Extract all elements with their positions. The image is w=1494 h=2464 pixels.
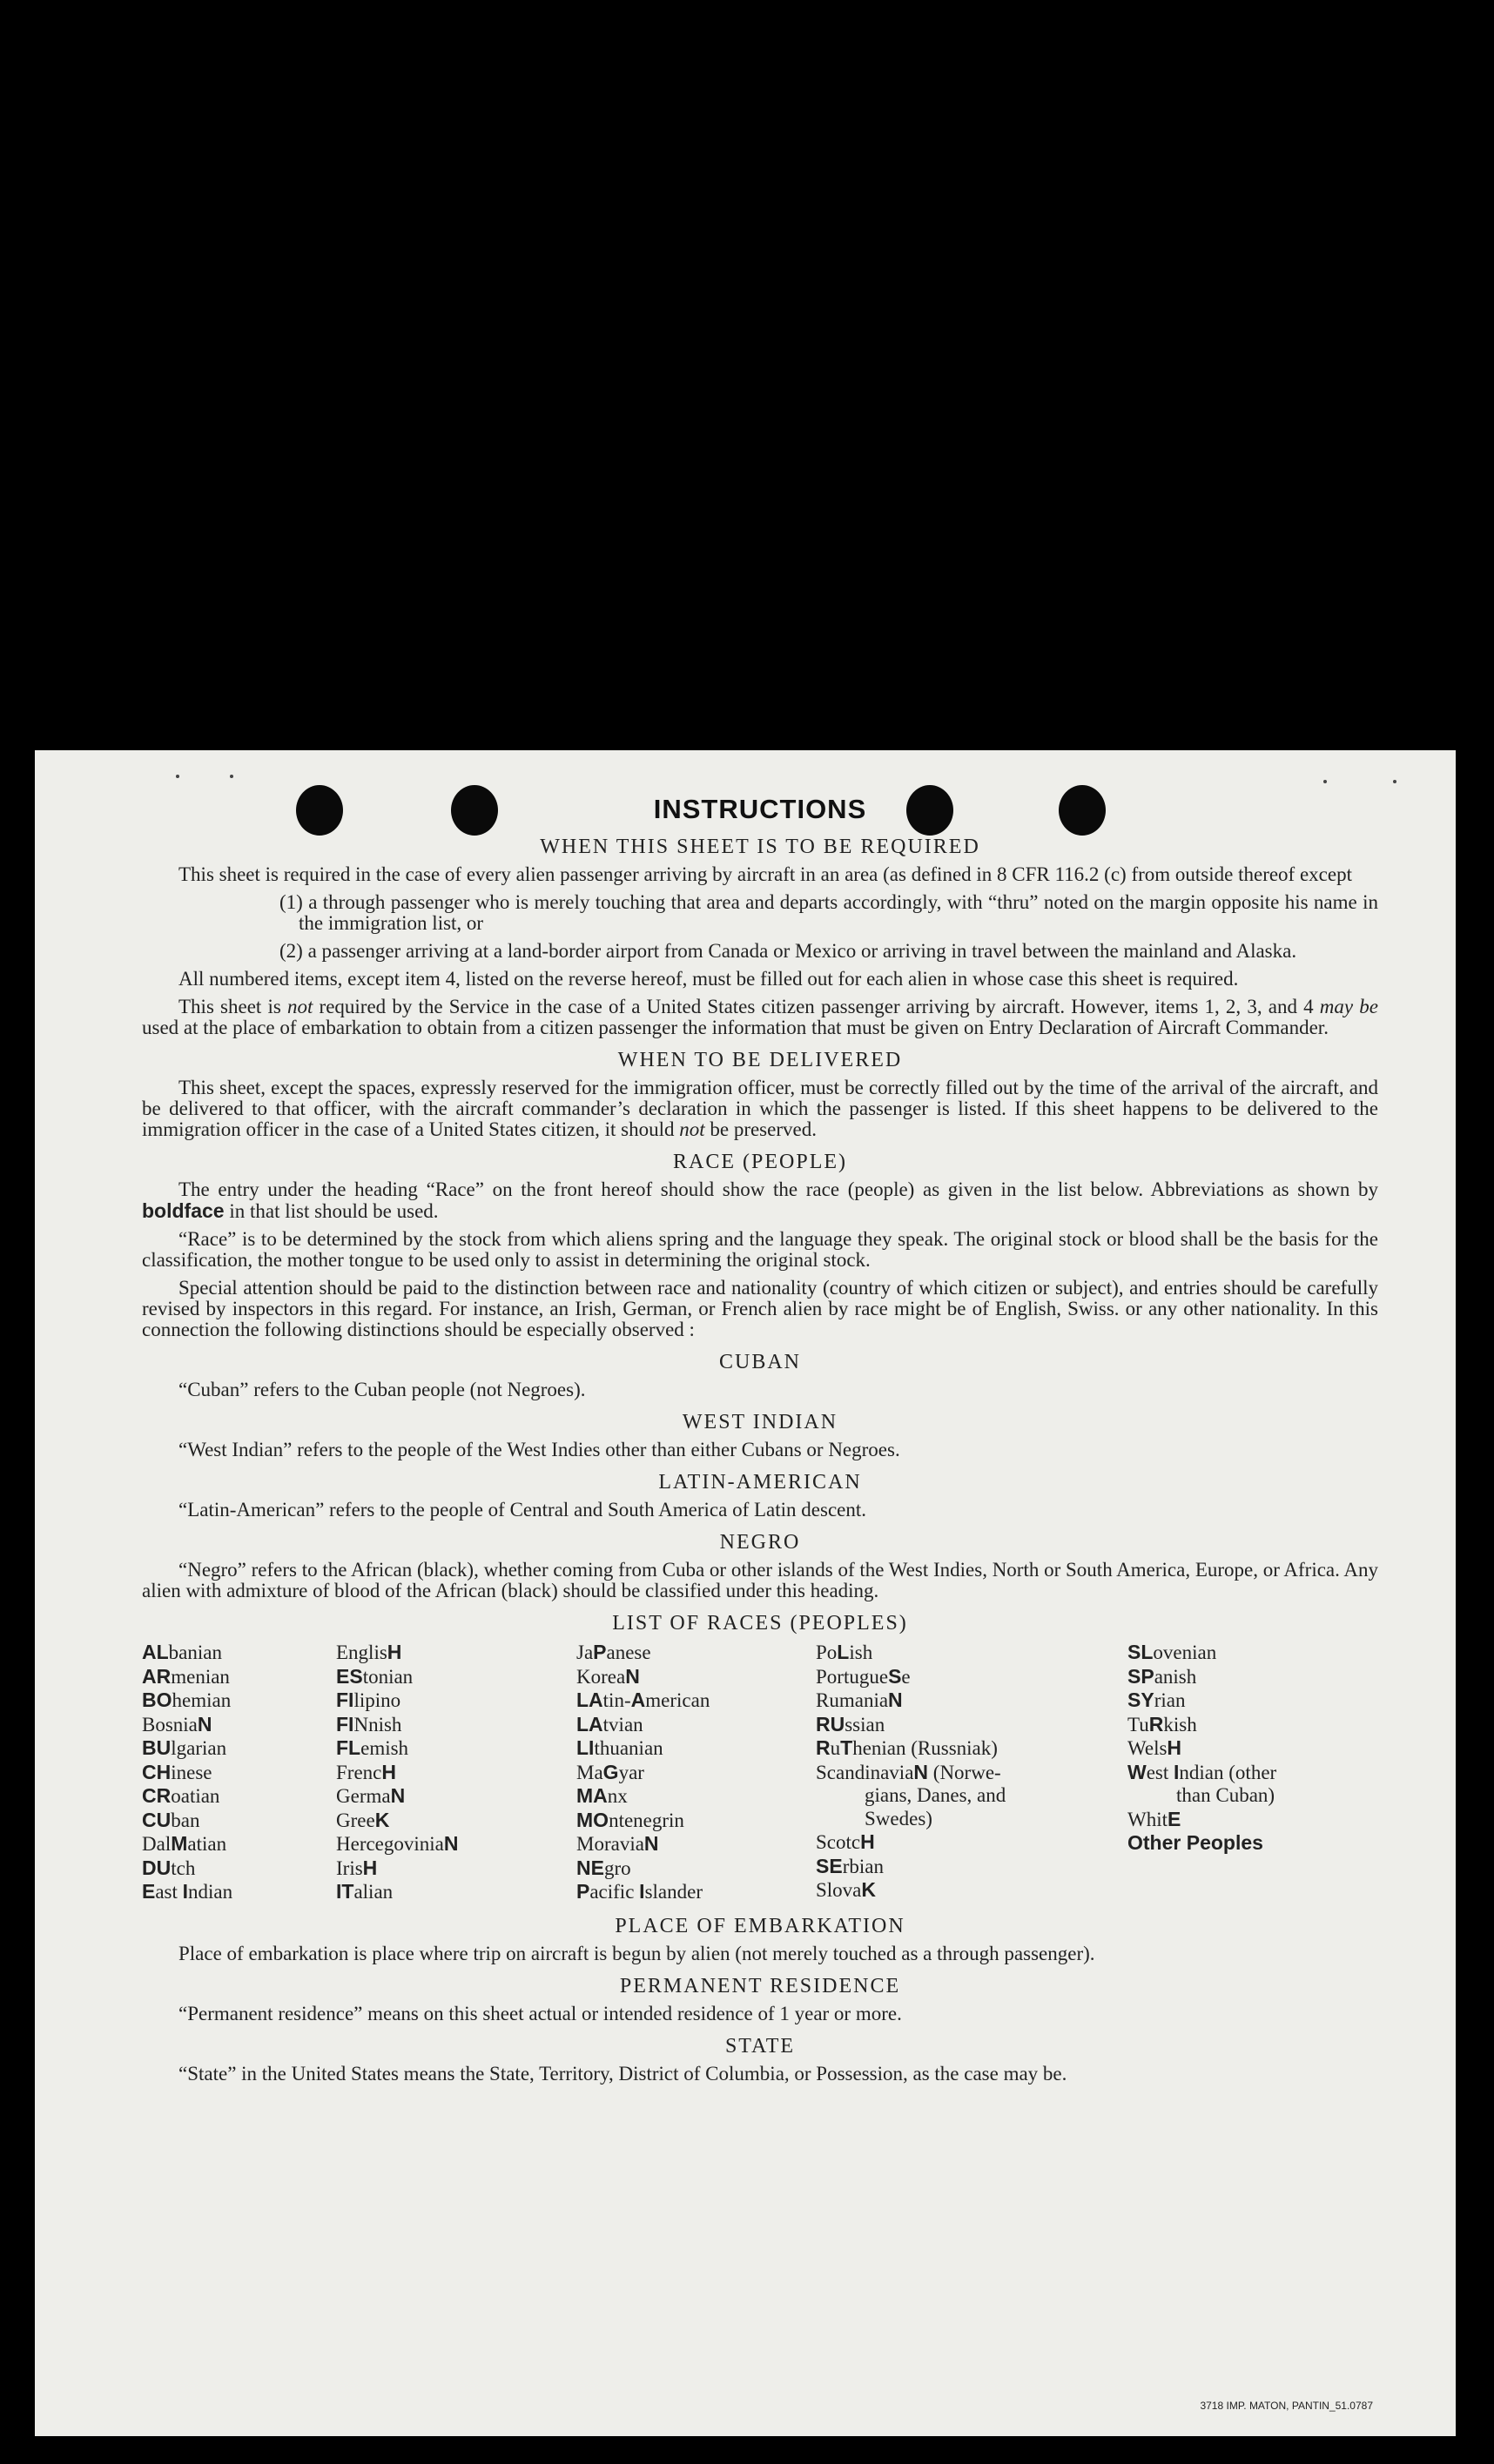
race-item bbox=[1127, 1665, 1378, 1689]
section-heading-when-delivered: WHEN TO BE DELIVERED bbox=[617, 1049, 903, 1071]
race-text: lgarian bbox=[171, 1737, 227, 1759]
race-item bbox=[336, 1880, 576, 1904]
race-item bbox=[142, 1761, 336, 1785]
race-abbreviation: H bbox=[387, 1641, 402, 1663]
race-text: Korea bbox=[576, 1665, 626, 1688]
race-item bbox=[336, 1641, 576, 1665]
race-abbreviation: CU bbox=[142, 1808, 172, 1831]
section-heading-cuban: CUBAN bbox=[718, 1351, 801, 1373]
race-item bbox=[142, 1880, 336, 1904]
race-text: Whit bbox=[1127, 1808, 1168, 1830]
race-item bbox=[336, 1665, 576, 1689]
race-text: ndian bbox=[188, 1881, 233, 1903]
race-text: Wels bbox=[1127, 1737, 1168, 1759]
race-item bbox=[336, 1832, 576, 1856]
race-abbreviation: AR bbox=[142, 1664, 172, 1688]
emphasis: not bbox=[679, 1118, 705, 1140]
race-text: ssian bbox=[845, 1713, 885, 1736]
race-abbreviation: M bbox=[171, 1832, 188, 1855]
race-text: thuanian bbox=[594, 1737, 663, 1759]
page-title: INSTRUCTIONS bbox=[653, 794, 867, 824]
race-item bbox=[576, 1809, 816, 1833]
race-text: Ja bbox=[576, 1642, 594, 1663]
race-text: tonian bbox=[362, 1665, 414, 1688]
race-abbreviation: L bbox=[837, 1641, 850, 1663]
speck bbox=[1323, 780, 1327, 783]
section-heading-race: RACE (PEOPLE) bbox=[673, 1151, 847, 1173]
paragraph: This sheet is required in the case of every alien passenger arriving by aircraft in an area (as defined in 8 CFR 116.2 (c) from outside thereof except bbox=[178, 863, 1352, 885]
race-text: Scotc bbox=[816, 1831, 861, 1853]
race-abbreviation: N bbox=[913, 1760, 929, 1783]
race-abbreviation: AL bbox=[142, 1641, 169, 1663]
race-text: tch bbox=[171, 1856, 196, 1879]
race-item bbox=[576, 1641, 816, 1665]
race-abbreviation: N bbox=[390, 1784, 406, 1807]
race-abbreviation: N bbox=[197, 1712, 212, 1736]
race-abbreviation: NE bbox=[576, 1856, 604, 1879]
race-abbreviation: P bbox=[593, 1641, 607, 1663]
paragraph: Place of embarkation is place where trip on aircraft is begun by alien (not merely touched as a through passenger). bbox=[178, 1942, 1095, 1964]
race-abbreviation: SP bbox=[1127, 1664, 1154, 1688]
race-item bbox=[576, 1713, 816, 1737]
race-text: lipino bbox=[353, 1689, 401, 1711]
race-abbreviation: H bbox=[381, 1760, 396, 1783]
race-item bbox=[1127, 1831, 1378, 1856]
race-item bbox=[816, 1784, 1127, 1808]
printer-imprint: 3718 IMP. MATON, PANTIN_51.0787 bbox=[1200, 2400, 1373, 2412]
race-text: menian bbox=[171, 1665, 230, 1688]
race-text: ntenegrin bbox=[609, 1809, 684, 1831]
race-item bbox=[1127, 1689, 1378, 1713]
race-text: Iris bbox=[336, 1856, 363, 1879]
race-abbreviation: K bbox=[374, 1808, 390, 1831]
race-abbreviation: FI bbox=[336, 1689, 354, 1711]
emphasis: not bbox=[286, 996, 313, 1017]
race-text: Frenc bbox=[336, 1761, 382, 1783]
race-item bbox=[816, 1878, 1127, 1903]
race-text: Hercegovinia bbox=[336, 1833, 444, 1855]
race-abbreviation: P bbox=[576, 1880, 590, 1903]
race-text: rbian bbox=[842, 1855, 884, 1877]
race-text: henian (Russniak) bbox=[852, 1737, 998, 1759]
race-abbreviation: MO bbox=[576, 1808, 609, 1831]
race-text: Rumania bbox=[816, 1689, 889, 1711]
race-text: rian bbox=[1154, 1689, 1186, 1711]
race-item bbox=[142, 1832, 336, 1856]
race-text: acific bbox=[589, 1881, 640, 1903]
race-column bbox=[142, 1641, 336, 1904]
race-abbreviation: Other Peoples bbox=[1127, 1831, 1263, 1854]
race-item bbox=[576, 1665, 816, 1689]
speck bbox=[176, 775, 179, 778]
instructions-content bbox=[142, 794, 1378, 2090]
race-abbreviation: R bbox=[1148, 1712, 1164, 1736]
race-item bbox=[576, 1761, 816, 1785]
race-abbreviation: FL bbox=[336, 1736, 361, 1759]
race-text: Nnish bbox=[353, 1713, 402, 1736]
race-text: u bbox=[830, 1737, 841, 1759]
paragraph bbox=[142, 997, 1378, 1038]
race-item bbox=[1127, 1641, 1378, 1665]
text: This sheet, except the spaces, expressly reserved for the immigration officer, must be correctly filled out by the time of the arrival of the aircraft, and be delivered to that officer, with the aircraft commander’s declaration in which the passenger is listed. If this sheet happens to be delivered to the immigration officer in the case of a United States citizen, it should bbox=[142, 1077, 1378, 1140]
race-abbreviation: CR bbox=[142, 1784, 172, 1807]
paragraph bbox=[142, 1078, 1378, 1140]
race-item bbox=[816, 1689, 1127, 1713]
section-heading-list-of-races: LIST OF RACES (PEOPLES) bbox=[612, 1612, 908, 1635]
race-item bbox=[336, 1761, 576, 1785]
race-text: emish bbox=[360, 1737, 409, 1759]
race-abbreviation: S bbox=[888, 1664, 902, 1688]
race-item bbox=[816, 1665, 1127, 1689]
race-text: e bbox=[901, 1665, 911, 1688]
race-column bbox=[816, 1641, 1127, 1904]
race-abbreviation: I bbox=[1174, 1760, 1180, 1783]
race-text: than Cuban) bbox=[1176, 1784, 1275, 1806]
race-item bbox=[1127, 1784, 1378, 1808]
race-text: Ma bbox=[576, 1761, 603, 1783]
race-text: ndian (other bbox=[1179, 1761, 1277, 1783]
text: be preserved. bbox=[704, 1118, 817, 1140]
race-abbreviation: N bbox=[888, 1689, 903, 1711]
race-text: ovenian bbox=[1153, 1642, 1217, 1663]
race-abbreviation: FI bbox=[336, 1712, 354, 1736]
emphasis: may be bbox=[1319, 996, 1378, 1017]
race-abbreviation: N bbox=[625, 1664, 640, 1688]
race-abbreviation: SE bbox=[816, 1854, 843, 1877]
race-abbreviation: W bbox=[1127, 1760, 1147, 1783]
race-text: Slova bbox=[816, 1879, 862, 1901]
race-abbreviation: SY bbox=[1127, 1689, 1154, 1711]
speck bbox=[230, 775, 233, 778]
text: required by the Service in the case of a United States citizen passenger arriving by aircraft. However, items 1, 2, 3, and 4 bbox=[313, 996, 1320, 1017]
instruction-sheet bbox=[35, 750, 1456, 2436]
race-text: nx bbox=[607, 1785, 628, 1807]
race-text: Portugue bbox=[816, 1665, 889, 1688]
section-heading-when-required: WHEN THIS SHEET IS TO BE REQUIRED bbox=[540, 836, 980, 858]
race-item bbox=[336, 1736, 576, 1761]
paragraph: All numbered items, except item 4, listed on the reverse hereof, must be filled out for each alien in whose case this sheet is required. bbox=[178, 968, 1239, 990]
race-column bbox=[1127, 1641, 1378, 1904]
section-heading-residence: PERMANENT RESIDENCE bbox=[619, 1974, 901, 1997]
race-text: yar bbox=[618, 1761, 644, 1783]
race-text: merican bbox=[645, 1689, 710, 1711]
paragraph: “Latin-American” refers to the people of Central and South America of Latin descent. bbox=[178, 1499, 866, 1521]
race-text: atian bbox=[187, 1833, 227, 1855]
race-text: anish bbox=[1154, 1665, 1197, 1688]
text: in that list should be used. bbox=[224, 1200, 439, 1222]
race-text: ast bbox=[155, 1881, 183, 1903]
race-item bbox=[336, 1856, 576, 1881]
race-abbreviation: H bbox=[362, 1856, 378, 1879]
race-abbreviation: T bbox=[840, 1736, 853, 1759]
race-item bbox=[142, 1809, 336, 1833]
bold-text: boldface bbox=[142, 1199, 225, 1222]
race-item bbox=[816, 1855, 1127, 1879]
race-text: inese bbox=[171, 1761, 212, 1783]
race-abbreviation: I bbox=[182, 1880, 189, 1903]
race-item bbox=[816, 1808, 1127, 1831]
race-abbreviation: LI bbox=[576, 1736, 595, 1759]
race-abbreviation: LA bbox=[576, 1689, 603, 1711]
list-item: (2) a passenger arriving at a land-border airport from Canada or Mexico or arriving in travel between the mainland and Alaska. bbox=[279, 940, 1297, 962]
race-item bbox=[576, 1856, 816, 1881]
race-text: anese bbox=[606, 1642, 651, 1663]
section-heading-negro: NEGRO bbox=[719, 1531, 801, 1554]
race-item bbox=[336, 1809, 576, 1833]
race-item bbox=[576, 1832, 816, 1856]
race-text: kish bbox=[1163, 1713, 1197, 1736]
race-item bbox=[336, 1689, 576, 1713]
race-text: tvian bbox=[602, 1713, 643, 1736]
race-item bbox=[816, 1713, 1127, 1737]
race-item bbox=[336, 1713, 576, 1737]
race-item bbox=[142, 1713, 336, 1737]
section-heading-west-indian: WEST INDIAN bbox=[682, 1411, 838, 1433]
race-text: Moravia bbox=[576, 1833, 644, 1855]
paragraph: “State” in the United States means the State, Territory, District of Columbia, or Possession, as the case may be. bbox=[178, 2062, 1067, 2085]
race-abbreviation: LA bbox=[576, 1712, 603, 1736]
race-abbreviation: IT bbox=[336, 1880, 354, 1903]
race-item bbox=[576, 1689, 816, 1713]
race-item bbox=[1127, 1713, 1378, 1737]
race-text: slander bbox=[644, 1881, 703, 1903]
race-item bbox=[1127, 1761, 1378, 1785]
section-heading-embarkation: PLACE OF EMBARKATION bbox=[615, 1914, 905, 1937]
race-abbreviation: E bbox=[1168, 1807, 1181, 1830]
race-item bbox=[142, 1736, 336, 1761]
race-item bbox=[576, 1736, 816, 1761]
race-text: Dal bbox=[142, 1833, 172, 1855]
list-item: (1) a through passenger who is merely touching that area and departs accordingly, with “thru” noted on the margin opposite his name in the immigration list, or bbox=[279, 891, 1378, 934]
race-text: gians, Danes, and bbox=[865, 1784, 1006, 1806]
race-item bbox=[816, 1830, 1127, 1855]
race-abbreviation: CH bbox=[142, 1760, 172, 1783]
race-abbreviation: MA bbox=[576, 1784, 608, 1807]
race-text: alian bbox=[353, 1881, 394, 1903]
race-item bbox=[142, 1641, 336, 1665]
race-item bbox=[142, 1665, 336, 1689]
race-text: Scandinavia bbox=[816, 1761, 914, 1783]
race-abbreviation: DU bbox=[142, 1856, 172, 1879]
race-column bbox=[576, 1641, 816, 1904]
race-text: Swedes) bbox=[865, 1807, 932, 1830]
race-item bbox=[576, 1880, 816, 1904]
text: The entry under the heading “Race” on the front hereof should show the race (people) as given in the list below. Abbreviations as shown by bbox=[178, 1178, 1378, 1200]
race-text: Germa bbox=[336, 1785, 391, 1807]
race-text: gro bbox=[603, 1856, 631, 1879]
race-abbreviation: H bbox=[1167, 1736, 1182, 1759]
paragraph: “Race” is to be determined by the stock from which aliens spring and the language they speak. The original stock or blood shall be the basis for the classification, the mother tongue to be used only to assist in determining the original stock. bbox=[142, 1228, 1378, 1271]
race-abbreviation: G bbox=[602, 1760, 619, 1783]
race-list bbox=[142, 1641, 1378, 1904]
race-abbreviation: BU bbox=[142, 1736, 172, 1759]
race-abbreviation: I bbox=[639, 1880, 645, 1903]
race-abbreviation: K bbox=[861, 1878, 877, 1901]
paragraph: “Negro” refers to the African (black), whether coming from Cuba or other islands of the West Indies, North or South America, Europe, or Africa. Any alien with admixture of blood of the African (black) should be classified under this heading. bbox=[142, 1559, 1378, 1601]
speck bbox=[1393, 780, 1396, 783]
section-heading-latin-american: LATIN-AMERICAN bbox=[658, 1471, 862, 1494]
race-item bbox=[1127, 1808, 1378, 1832]
race-abbreviation: E bbox=[142, 1880, 156, 1903]
race-abbreviation: RU bbox=[816, 1712, 845, 1736]
race-abbreviation: BO bbox=[142, 1689, 172, 1711]
paragraph: “Permanent residence” means on this sheet actual or intended residence of 1 year or more. bbox=[178, 2002, 902, 2024]
race-item bbox=[142, 1856, 336, 1881]
paragraph: “Cuban” refers to the Cuban people (not Negroes). bbox=[178, 1379, 586, 1400]
race-abbreviation: R bbox=[816, 1736, 831, 1759]
race-abbreviation: N bbox=[443, 1832, 459, 1855]
paragraph: “West Indian” refers to the people of the West Indies other than either Cubans or Negroes. bbox=[178, 1439, 900, 1460]
race-text: (Norwe- bbox=[928, 1761, 1001, 1783]
race-text: banian bbox=[168, 1642, 222, 1663]
race-text: oatian bbox=[171, 1785, 220, 1807]
race-item bbox=[1127, 1736, 1378, 1761]
race-item bbox=[142, 1784, 336, 1809]
race-abbreviation: H bbox=[860, 1830, 875, 1853]
race-item bbox=[142, 1689, 336, 1713]
race-item bbox=[576, 1784, 816, 1809]
race-abbreviation: A bbox=[630, 1689, 646, 1711]
race-abbreviation: SL bbox=[1127, 1641, 1154, 1663]
paragraph: Special attention should be paid to the distinction between race and nationality (country of which citizen or subject), and entries should be carefully revised by inspectors in this regard. For instance, an Irish, German, or French alien by race might be of English, Swiss. or any other nationality. In this connection the following distinctions should be especially observed : bbox=[142, 1277, 1378, 1340]
race-abbreviation: ES bbox=[336, 1664, 363, 1688]
race-text: Po bbox=[816, 1642, 838, 1663]
text: used at the place of embarkation to obtain from a citizen passenger the information that must be given on Entry Declaration of Aircraft Commander. bbox=[142, 1017, 1329, 1038]
race-text: ban bbox=[171, 1809, 200, 1831]
race-text: Bosnia bbox=[142, 1713, 198, 1736]
race-item bbox=[816, 1736, 1127, 1761]
race-item bbox=[816, 1761, 1127, 1785]
race-text: Tu bbox=[1127, 1713, 1149, 1736]
race-column bbox=[336, 1641, 576, 1904]
race-text: ish bbox=[849, 1642, 873, 1663]
text: This sheet is bbox=[178, 996, 287, 1017]
race-text: tin- bbox=[602, 1689, 631, 1711]
race-text: Gree bbox=[336, 1809, 375, 1831]
race-text: hemian bbox=[172, 1689, 232, 1711]
race-abbreviation: N bbox=[643, 1832, 659, 1855]
race-item bbox=[816, 1641, 1127, 1665]
race-text: est bbox=[1146, 1761, 1174, 1783]
race-text: Englis bbox=[336, 1642, 387, 1663]
section-heading-state: STATE bbox=[724, 2034, 796, 2058]
race-item bbox=[336, 1784, 576, 1809]
paragraph bbox=[142, 1179, 1378, 1222]
